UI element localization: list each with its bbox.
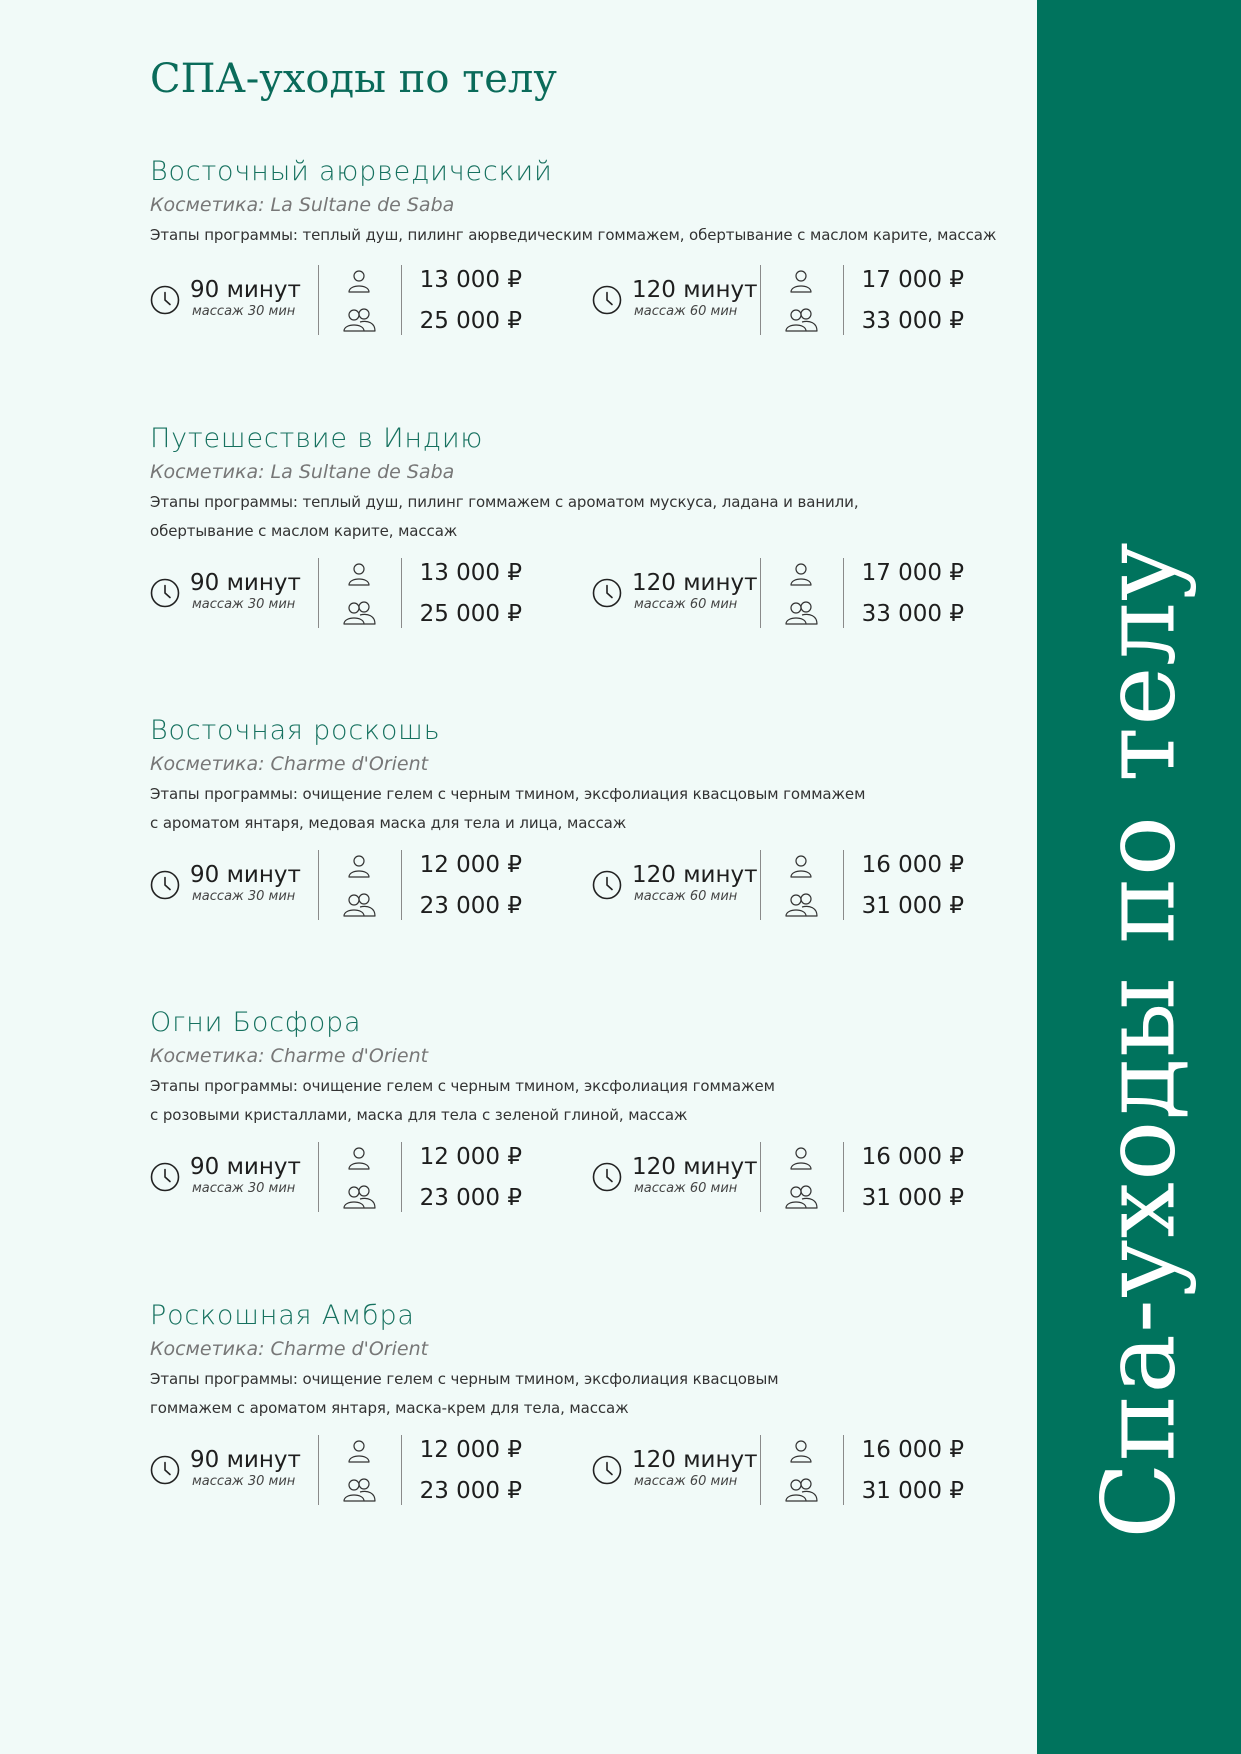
person-icon bbox=[346, 853, 372, 879]
two-people-icon bbox=[784, 1183, 818, 1209]
clock-icon bbox=[592, 578, 622, 608]
price-double: 33 000 ₽ bbox=[861, 308, 964, 334]
program-title: Восточный аюрведический bbox=[150, 156, 553, 187]
duration: 90 минут bbox=[190, 1154, 301, 1180]
program-3 bbox=[150, 1006, 1010, 1211]
two-people-icon bbox=[784, 306, 818, 332]
option-90 bbox=[150, 558, 530, 628]
program-title: Восточная роскошь bbox=[150, 715, 441, 746]
program-cosmetics: Косметика: Charme d'Orient bbox=[150, 1045, 429, 1067]
divider bbox=[401, 1142, 402, 1212]
price-single: 16 000 ₽ bbox=[861, 852, 964, 878]
clock-icon bbox=[150, 1162, 180, 1192]
price-double: 31 000 ₽ bbox=[861, 1478, 964, 1504]
option-120 bbox=[592, 558, 972, 628]
option-120 bbox=[592, 265, 972, 335]
divider bbox=[843, 558, 844, 628]
person-icon bbox=[346, 268, 372, 294]
option-120 bbox=[592, 1435, 972, 1505]
program-0 bbox=[150, 155, 1010, 334]
stages-line: с ароматом янтаря, медовая маска для тела и лица, массаж bbox=[150, 814, 627, 832]
program-stages bbox=[150, 780, 1010, 838]
clock-icon bbox=[150, 870, 180, 900]
massage-duration: массаж 60 мин bbox=[634, 1474, 738, 1489]
divider bbox=[318, 850, 319, 920]
person-icon bbox=[788, 853, 814, 879]
clock-icon bbox=[592, 285, 622, 315]
clock-icon bbox=[150, 578, 180, 608]
divider bbox=[401, 558, 402, 628]
duration: 90 минут bbox=[190, 570, 301, 596]
two-people-icon bbox=[342, 1476, 376, 1502]
option-90 bbox=[150, 1142, 530, 1212]
stages-line: Этапы программы: очищение гелем с черным тмином, эксфолиация квасцовым гоммажем bbox=[150, 785, 866, 803]
duration: 120 минут bbox=[632, 1154, 758, 1180]
stages-line: Этапы программы: очищение гелем с черным тмином, эксфолиация квасцовым bbox=[150, 1370, 779, 1388]
two-people-icon bbox=[342, 306, 376, 332]
person-icon bbox=[346, 561, 372, 587]
program-options bbox=[150, 1435, 1010, 1505]
person-icon bbox=[788, 561, 814, 587]
divider bbox=[318, 265, 319, 335]
program-stages bbox=[150, 1072, 1010, 1130]
price-double: 23 000 ₽ bbox=[419, 1185, 522, 1211]
price-single: 12 000 ₽ bbox=[419, 1144, 522, 1170]
program-options bbox=[150, 850, 1010, 920]
two-people-icon bbox=[342, 599, 376, 625]
option-90 bbox=[150, 850, 530, 920]
price-single: 13 000 ₽ bbox=[419, 560, 522, 586]
stages-line: гоммажем с ароматом янтаря, маска-крем для тела, массаж bbox=[150, 1399, 629, 1417]
price-double: 31 000 ₽ bbox=[861, 893, 964, 919]
two-people-icon bbox=[784, 599, 818, 625]
program-1 bbox=[150, 422, 1010, 627]
price-single: 17 000 ₽ bbox=[861, 267, 964, 293]
price-double: 31 000 ₽ bbox=[861, 1185, 964, 1211]
price-double: 23 000 ₽ bbox=[419, 893, 522, 919]
price-single: 12 000 ₽ bbox=[419, 1437, 522, 1463]
program-title: Путешествие в Индию bbox=[150, 423, 484, 454]
divider bbox=[843, 850, 844, 920]
clock-icon bbox=[150, 1455, 180, 1485]
price-single: 16 000 ₽ bbox=[861, 1144, 964, 1170]
person-icon bbox=[346, 1145, 372, 1171]
two-people-icon bbox=[342, 1183, 376, 1209]
option-120 bbox=[592, 1142, 972, 1212]
program-cosmetics: Косметика: La Sultane de Saba bbox=[150, 461, 455, 483]
program-4 bbox=[150, 1299, 1010, 1504]
massage-duration: массаж 60 мин bbox=[634, 889, 738, 904]
program-options bbox=[150, 265, 1010, 335]
program-options bbox=[150, 1142, 1010, 1212]
divider bbox=[318, 1435, 319, 1505]
duration: 120 минут bbox=[632, 570, 758, 596]
program-title: Роскошная Амбра bbox=[150, 1300, 415, 1331]
person-icon bbox=[788, 1438, 814, 1464]
clock-icon bbox=[592, 870, 622, 900]
divider bbox=[843, 1142, 844, 1212]
person-icon bbox=[788, 268, 814, 294]
massage-duration: массаж 60 мин bbox=[634, 1181, 738, 1196]
person-icon bbox=[346, 1438, 372, 1464]
program-stages bbox=[150, 488, 1010, 546]
duration: 90 минут bbox=[190, 862, 301, 888]
page-title: СПА-уходы по телу bbox=[150, 56, 557, 102]
sidebar-title: Спа-уходы по телу bbox=[1080, 541, 1198, 1539]
option-90 bbox=[150, 1435, 530, 1505]
divider bbox=[760, 1142, 761, 1212]
massage-duration: массаж 30 мин bbox=[192, 1181, 296, 1196]
massage-duration: массаж 30 мин bbox=[192, 304, 296, 319]
divider bbox=[760, 265, 761, 335]
two-people-icon bbox=[342, 891, 376, 917]
price-double: 33 000 ₽ bbox=[861, 601, 964, 627]
two-people-icon bbox=[784, 891, 818, 917]
divider bbox=[843, 1435, 844, 1505]
price-single: 12 000 ₽ bbox=[419, 852, 522, 878]
divider bbox=[843, 265, 844, 335]
person-icon bbox=[788, 1145, 814, 1171]
clock-icon bbox=[150, 285, 180, 315]
massage-duration: массаж 60 мин bbox=[634, 304, 738, 319]
divider bbox=[318, 1142, 319, 1212]
program-options bbox=[150, 558, 1010, 628]
stages-line: Этапы программы: очищение гелем с черным тмином, эксфолиация гоммажем bbox=[150, 1077, 775, 1095]
divider bbox=[401, 265, 402, 335]
massage-duration: массаж 60 мин bbox=[634, 597, 738, 612]
stages-line: обертывание с маслом карите, массаж bbox=[150, 522, 458, 540]
program-stages bbox=[150, 1365, 1010, 1423]
massage-duration: массаж 30 мин bbox=[192, 889, 296, 904]
duration: 120 минут bbox=[632, 1447, 758, 1473]
divider bbox=[401, 1435, 402, 1505]
program-cosmetics: Косметика: Charme d'Orient bbox=[150, 753, 429, 775]
stages-line: Этапы программы: теплый душ, пилинг гоммажем с ароматом мускуса, ладана и ванили, bbox=[150, 493, 859, 511]
program-stages bbox=[150, 221, 1010, 250]
divider bbox=[318, 558, 319, 628]
option-90 bbox=[150, 265, 530, 335]
option-120 bbox=[592, 850, 972, 920]
clock-icon bbox=[592, 1162, 622, 1192]
price-double: 25 000 ₽ bbox=[419, 601, 522, 627]
duration: 120 минут bbox=[632, 277, 758, 303]
program-title: Огни Босфора bbox=[150, 1007, 362, 1038]
price-single: 13 000 ₽ bbox=[419, 267, 522, 293]
price-double: 23 000 ₽ bbox=[419, 1478, 522, 1504]
program-2 bbox=[150, 714, 1010, 919]
divider bbox=[760, 1435, 761, 1505]
duration: 120 минут bbox=[632, 862, 758, 888]
price-single: 17 000 ₽ bbox=[861, 560, 964, 586]
divider bbox=[401, 850, 402, 920]
clock-icon bbox=[592, 1455, 622, 1485]
two-people-icon bbox=[784, 1476, 818, 1502]
massage-duration: массаж 30 мин bbox=[192, 1474, 296, 1489]
divider bbox=[760, 850, 761, 920]
massage-duration: массаж 30 мин bbox=[192, 597, 296, 612]
divider bbox=[760, 558, 761, 628]
price-double: 25 000 ₽ bbox=[419, 308, 522, 334]
price-single: 16 000 ₽ bbox=[861, 1437, 964, 1463]
program-cosmetics: Косметика: La Sultane de Saba bbox=[150, 194, 455, 216]
stages-line: Этапы программы: теплый душ, пилинг аюрведическим гоммажем, обертывание с маслом карите, массаж bbox=[150, 226, 997, 244]
program-cosmetics: Косметика: Charme d'Orient bbox=[150, 1338, 429, 1360]
stages-line: с розовыми кристаллами, маска для тела с зеленой глиной, массаж bbox=[150, 1106, 688, 1124]
duration: 90 минут bbox=[190, 277, 301, 303]
duration: 90 минут bbox=[190, 1447, 301, 1473]
